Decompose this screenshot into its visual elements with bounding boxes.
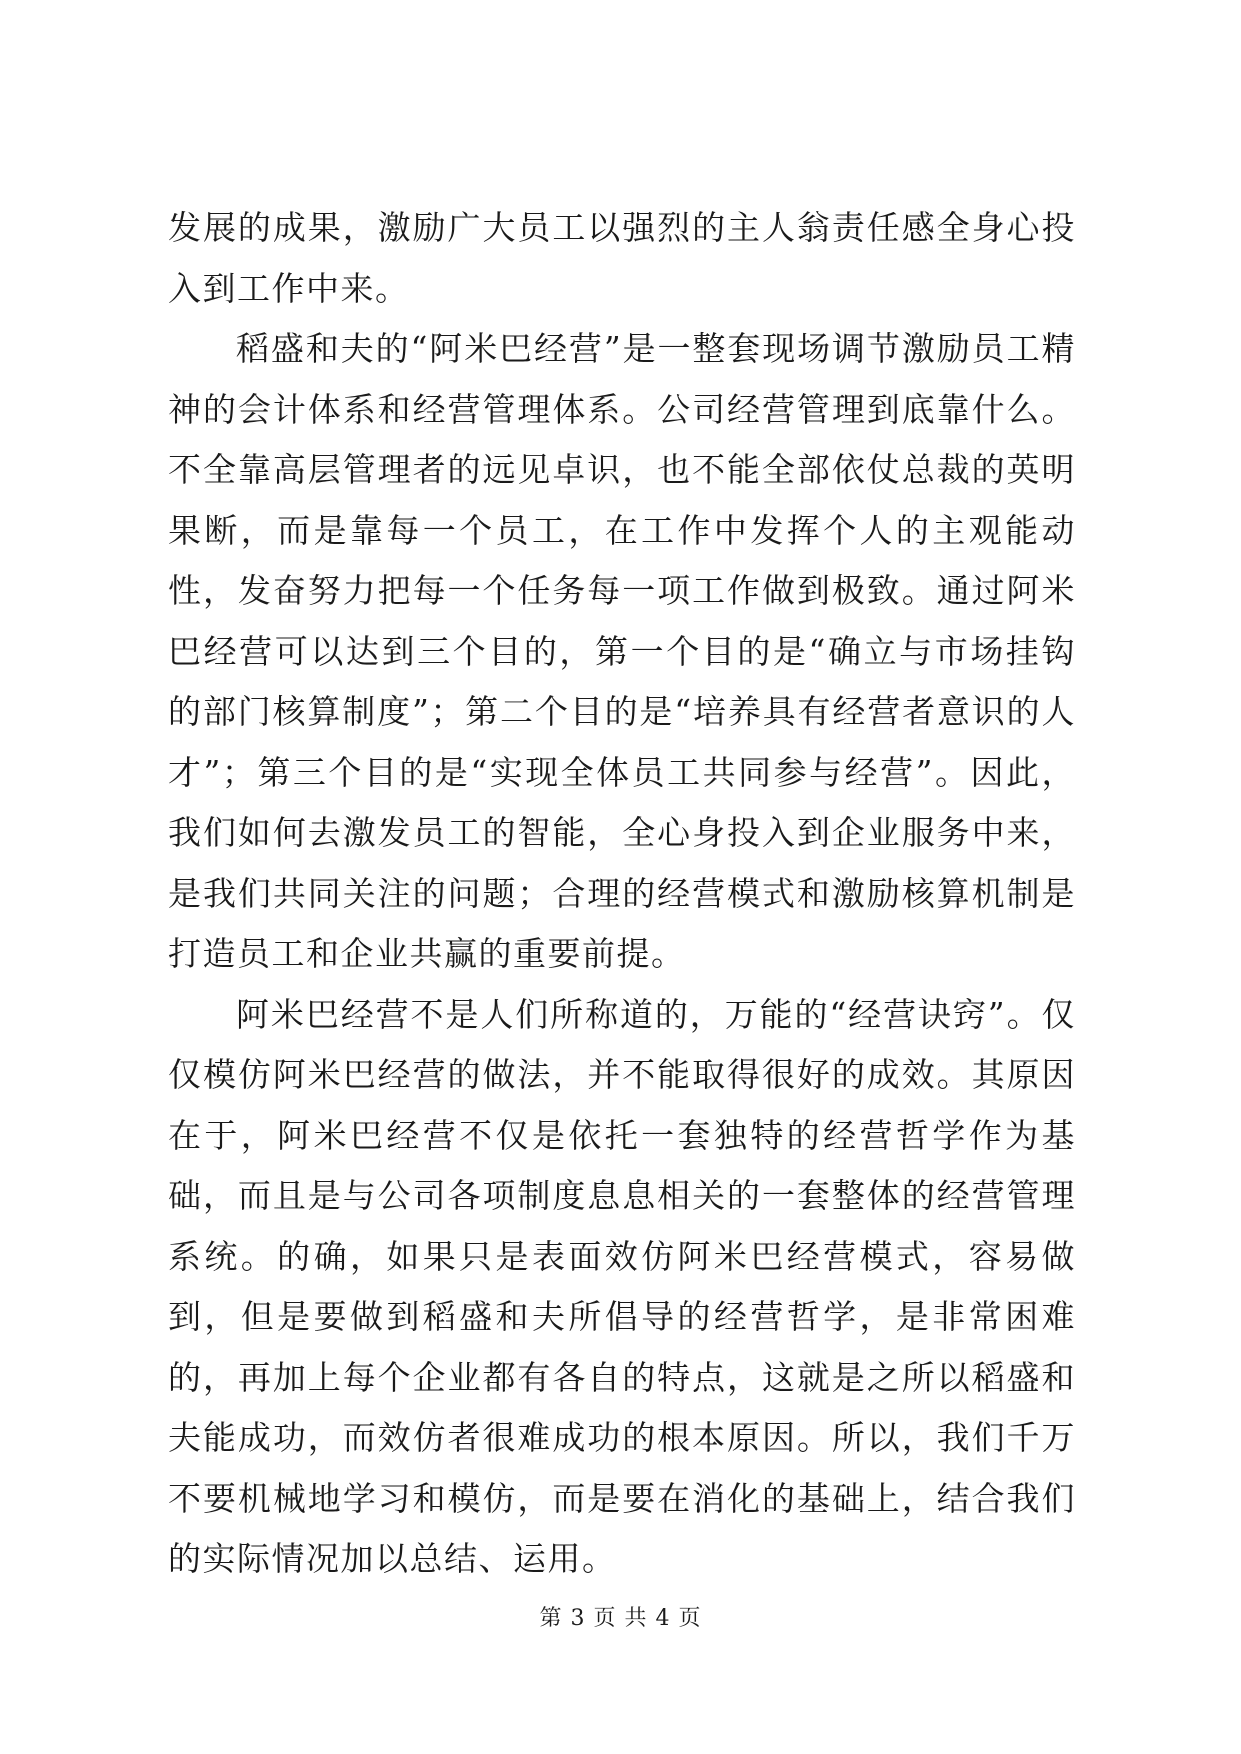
document-body (168, 198, 1076, 1590)
paragraph-2: 稻盛和夫的“阿米巴经营”是一整套现场调节激励员工精神的会计体系和经营管理体系。公司经营管理到底靠什么。不全靠高层管理者的远见卓识，也不能全部依仗总裁的英明果断，而是靠每一个员工，在工作中发挥个人的主观能动性，发奋努力把每一个任务每一项工作做到极致。通过阿米巴经营可以达到三个目的，第一个目的是“确立与市场挂钩的部门核算制度”；第二个目的是“培养具有经营者意识的人才”；第三个目的是“实现全体员工共同参与经营”。因此，我们如何去激发员工的智能，全心身投入到企业服务中来，是我们共同关注的问题；合理的经营模式和激励核算机制是打造员工和企业共赢的重要前提。 (168, 329, 1076, 973)
paragraph-1: 发展的成果，激励广大员工以强烈的主人翁责任感全身心投入到工作中来。 (168, 208, 1076, 308)
page-number-footer: 第 3 页 共 4 页 (539, 1606, 702, 1631)
paragraph-3: 阿米巴经营不是人们所称道的，万能的“经营诀窍”。仅仅模仿阿米巴经营的做法，并不能取得很好的成效。其原因在于，阿米巴经营不仅是依托一套独特的经营哲学作为基础，而且是与公司各项制度息息相关的一套整体的经营管理系统。的确，如果只是表面效仿阿米巴经营模式，容易做到，但是要做到稻盛和夫所倡导的经营哲学，是非常困难的，再加上每个企业都有各自的特点，这就是之所以稻盛和夫能成功，而效仿者很难成功的根本原因。所以，我们千万不要机械地学习和模仿，而是要在消化的基础上，结合我们的实际情况加以总结、运用。 (168, 994, 1076, 1578)
